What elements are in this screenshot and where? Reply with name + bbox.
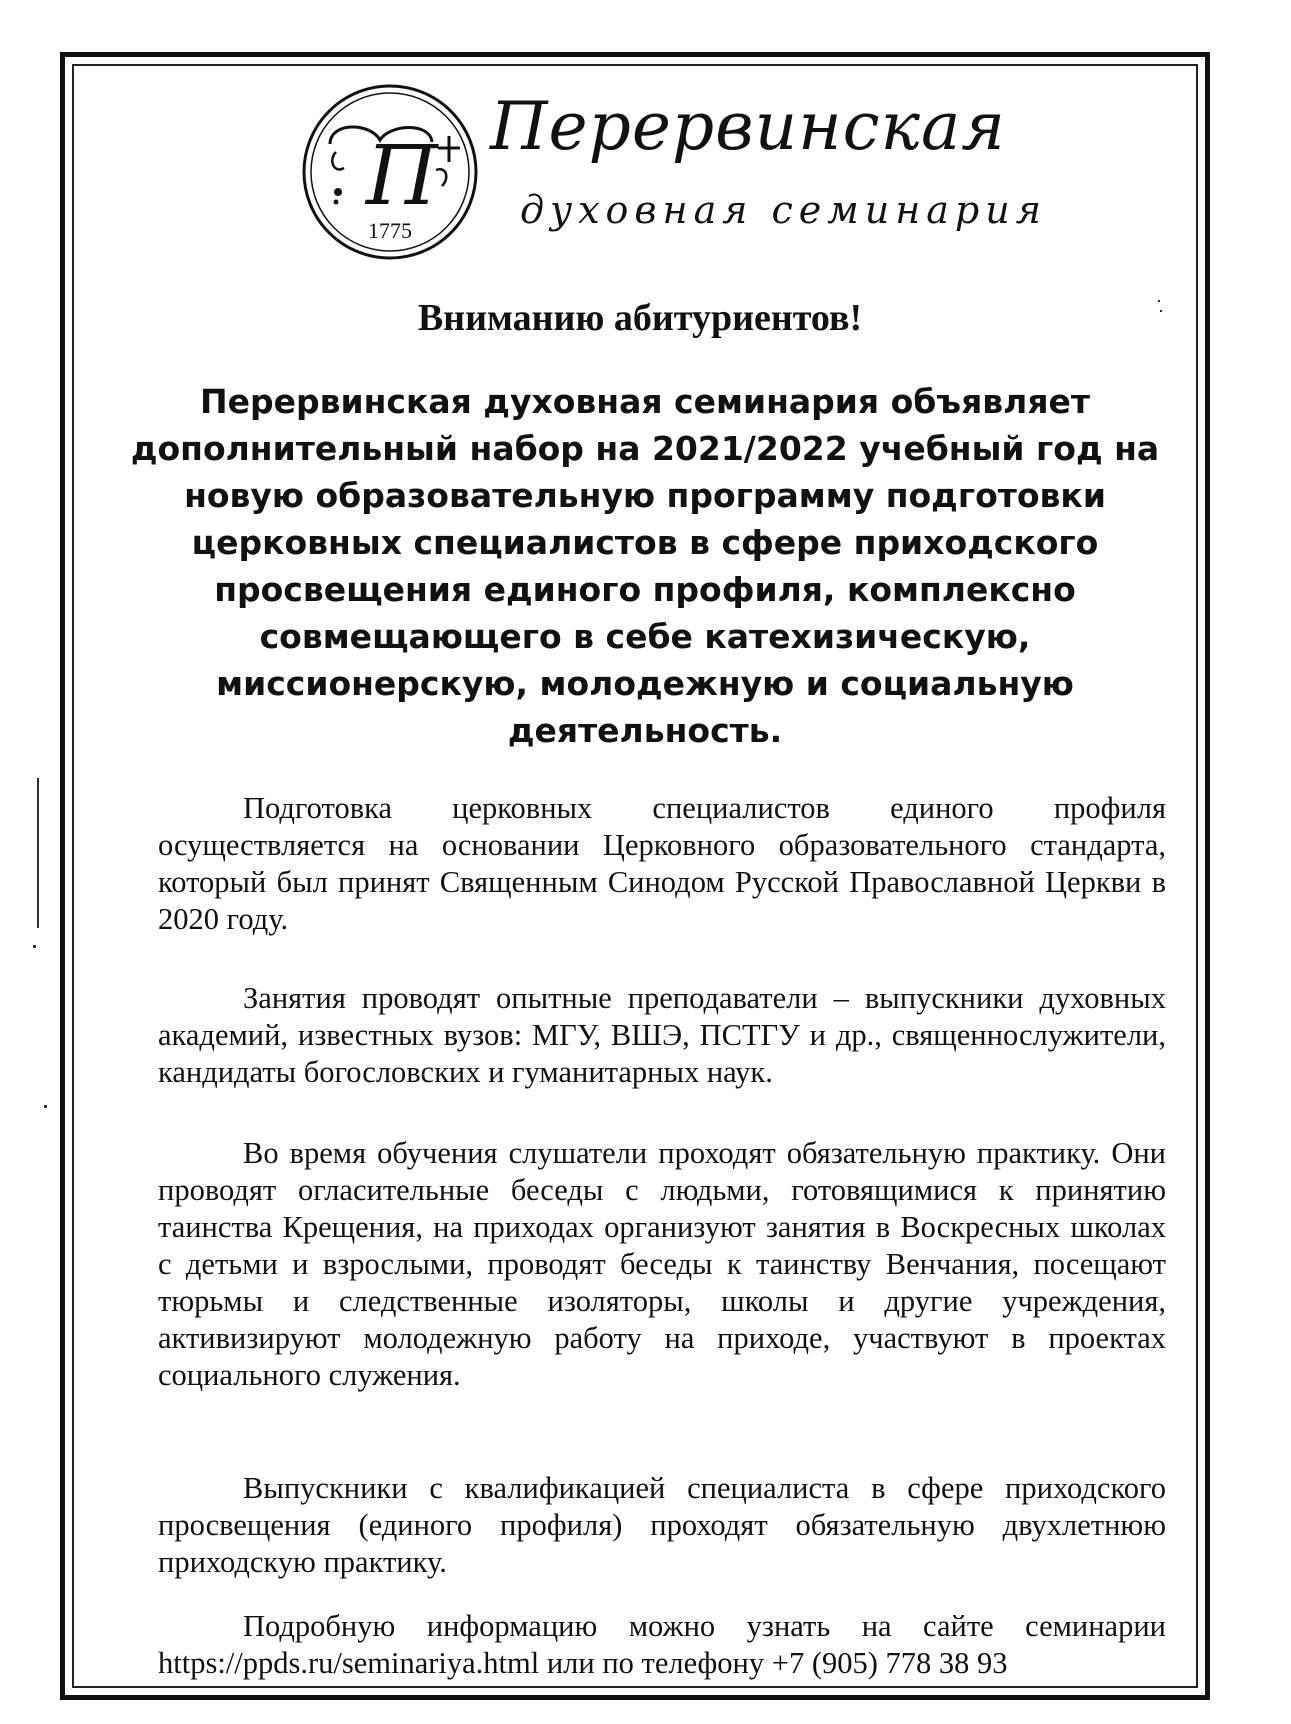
scan-mark xyxy=(37,778,39,928)
seminary-logo xyxy=(300,82,480,262)
logo-letter: П xyxy=(366,129,438,224)
notice-heading: Вниманию абитуриентов! xyxy=(417,297,863,339)
logo-year: 1775 xyxy=(368,218,412,243)
seminary-subtitle: духовная семинария xyxy=(520,188,1047,232)
scan-mark xyxy=(33,945,36,948)
body-paragraph-graduates: Выпускники с квалификацией специалиста в сфере приходского просвещения (единого профиля) проходят обязательную двухлетнюю приходскую практику. xyxy=(158,1471,1166,1579)
body-paragraph-teachers: Занятия проводят опытные преподаватели – выпускники духовных академий, известных вузов: МГУ, ВШЭ, ПСТГУ и др., священнослужители, кандидаты богословских и гуманитарных наук. xyxy=(158,981,1166,1089)
scan-mark xyxy=(1160,310,1162,312)
body-paragraph-contacts: Подробную информацию можно узнать на сайте семинарии https://ppds.ru/seminariya.html или по телефону +7 (905) 778 38 93 xyxy=(158,1609,1166,1680)
admission-announcement: Перервинская духовная семинария объявляет дополнительный набор на 2021/2022 учебный год на новую образовательную программу подготовки церковных специалистов в сфере приходского просвещения единого профиля, комплексно совмещающего в себе катехизическую, миссионерскую, молодежную и социальную деятельность. xyxy=(130,382,1160,750)
body-paragraph-standard: Подготовка церковных специалистов единого профиля осуществляется на основании Церковного образовательного стандарта, который был принят Священным Синодом Русской Православной Церкви в 2020 году. xyxy=(158,791,1166,936)
body-paragraph-practice: Во время обучения слушатели проходят обязательную практику. Они проводят огласительные беседы с людьми, готовящимися к принятию таинства Крещения, на приходах организуют занятия в Воскресных школах с детьми и взрослыми, проводят беседы к таинству Венчания, посещают тюрьмы и следственные изоляторы, школы и другие учреждения, активизируют молодежную работу на приходе, участвуют в проектах социального служения. xyxy=(158,1136,1166,1392)
seminary-name: Перервинская xyxy=(490,88,1006,165)
scan-mark xyxy=(44,1105,47,1108)
